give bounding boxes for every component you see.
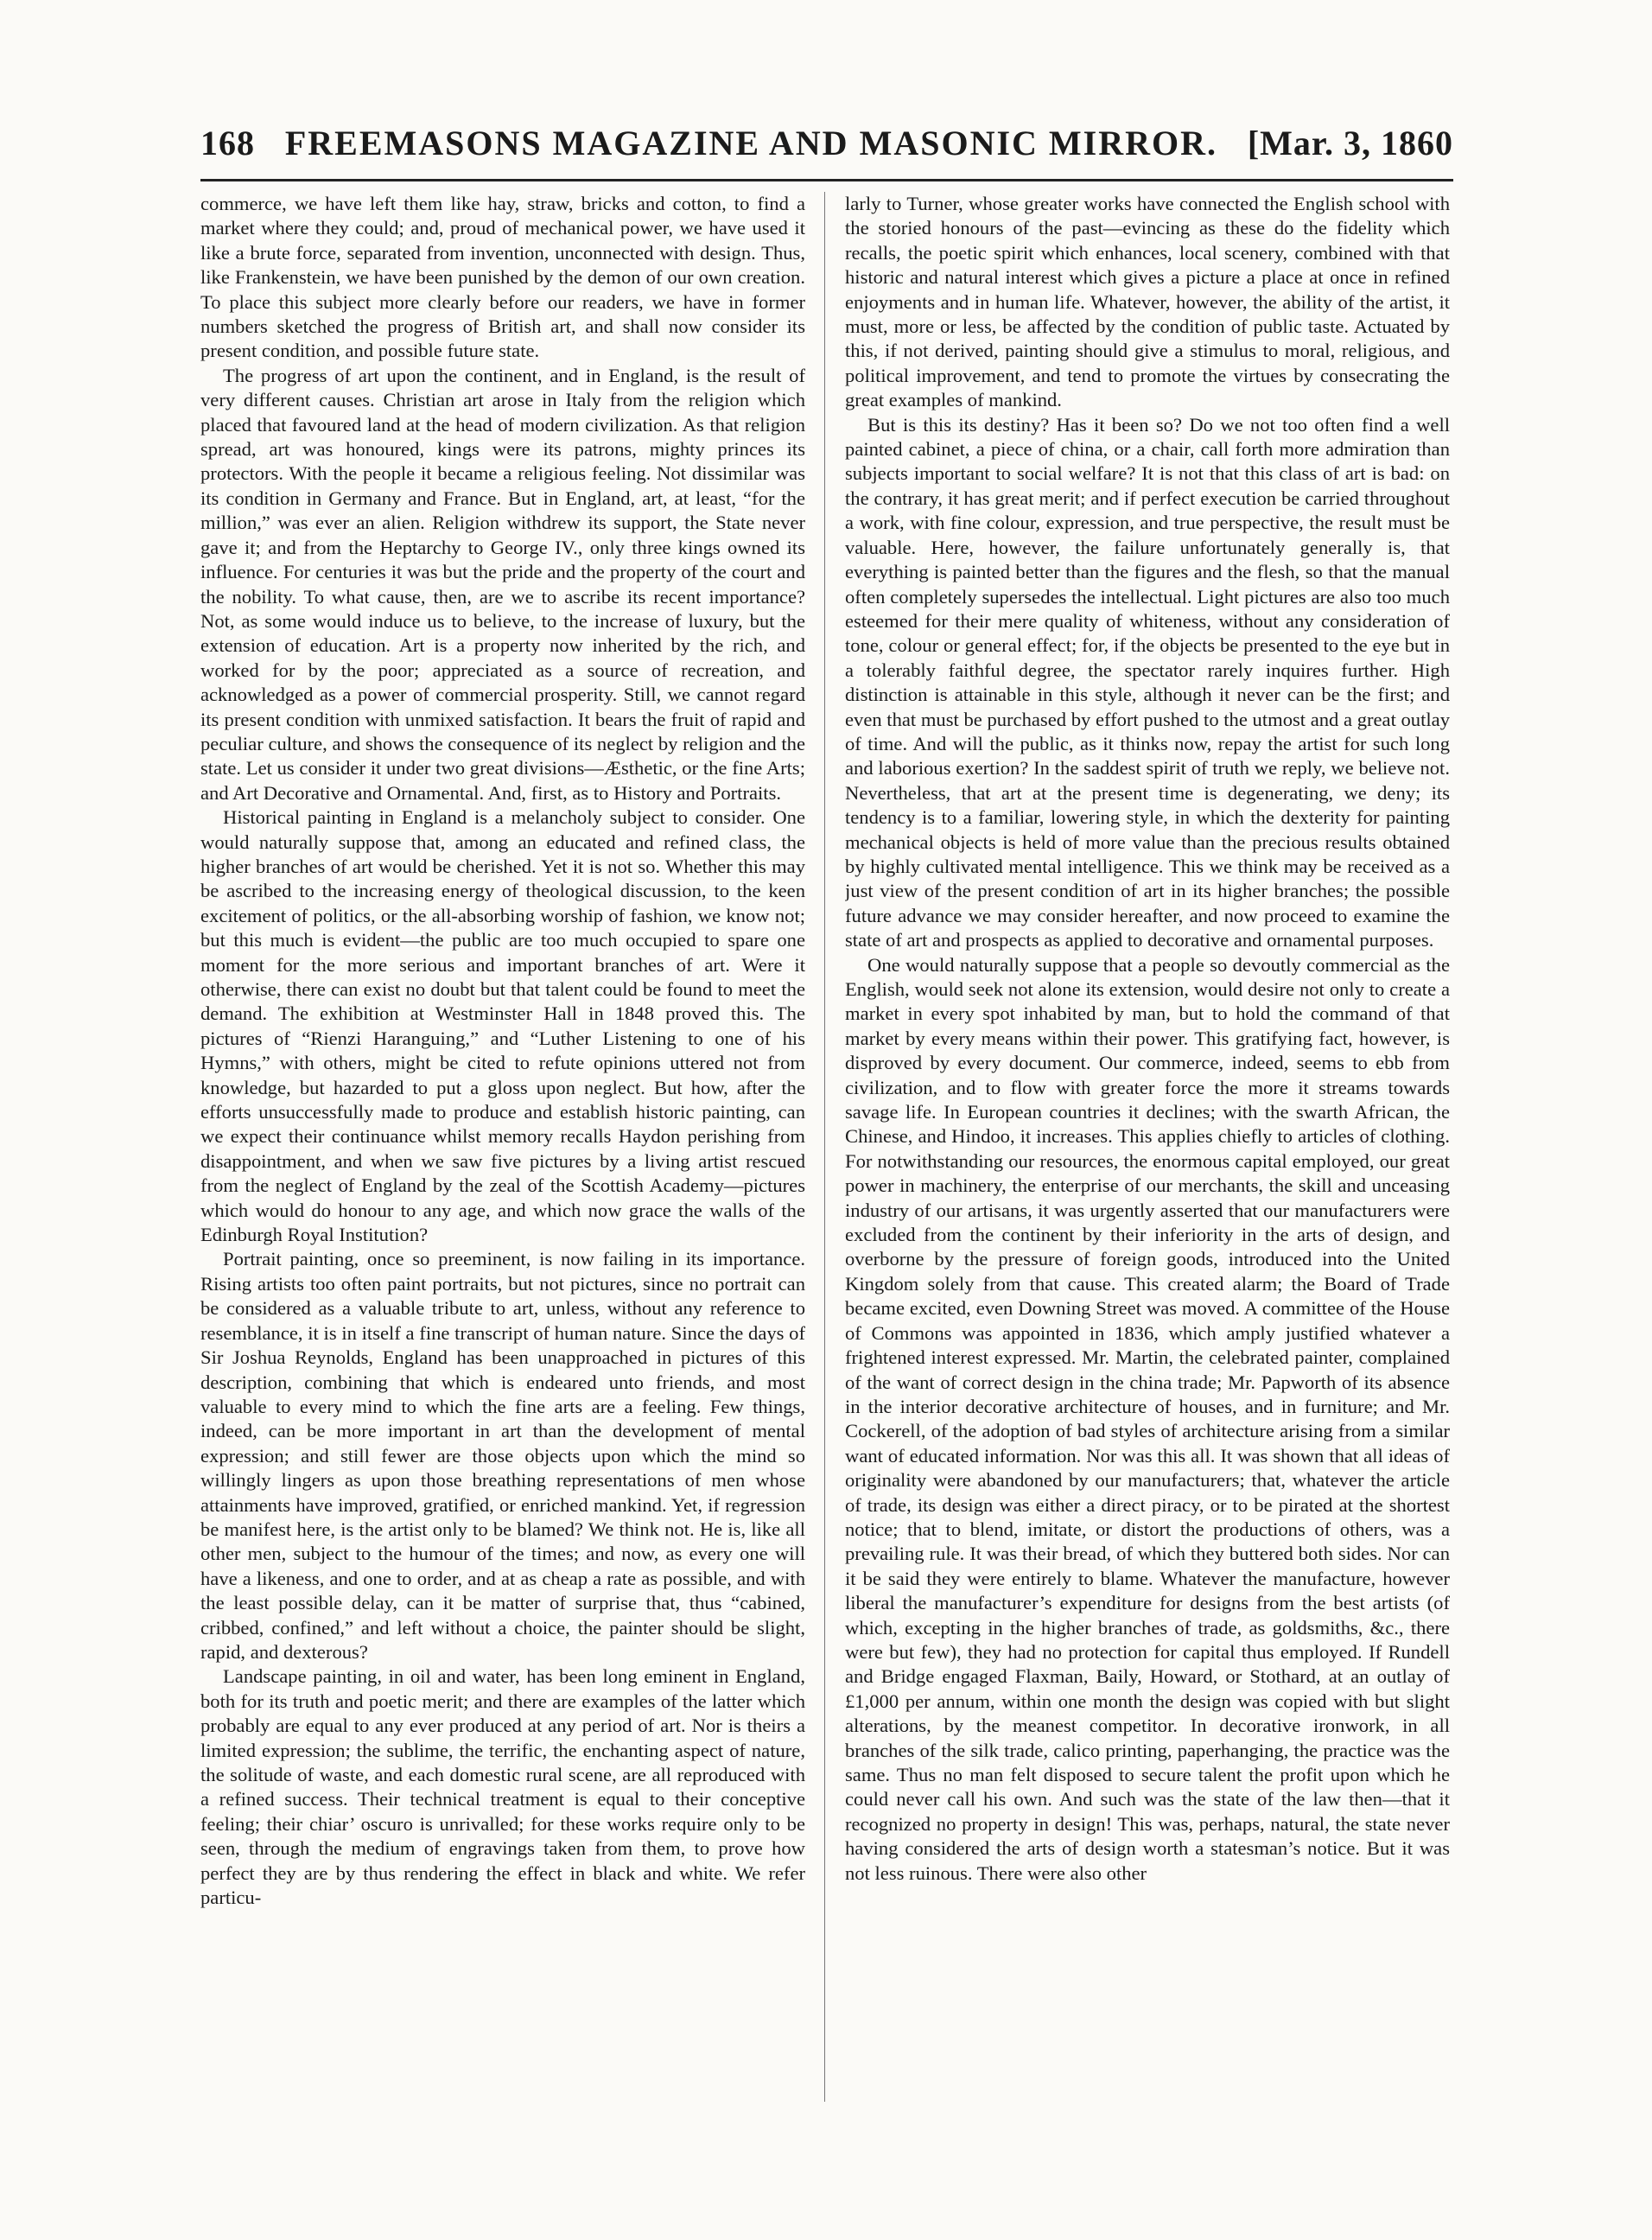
paragraph: The progress of art upon the continent, and in England, is the result of very different causes. Christian art arose in Italy from the religion which placed that favoured land at the head of modern civilization. As that religion spread, art was honoured, kings were its patrons, mighty princes its protectors. With the people it became a religious feeling. Not dissimilar was its condition in Germany and France. But in England, art, at least, “for the million,” was ever an alien. Religion withdrew its support, the State never gave it; and from the Heptarchy to George IV., only three kings owned its influence. For centuries it was but the pride and the property of the court and the nobility. To what cause, then, are we to ascribe its recent importance? Not, as some would induce us to believe, to the increase of luxury, but the extension of education. Art is a property now inherited by the rich, and worked for by the poor; appreciated as a source of recreation, and acknowledged as a power of commercial prosperity. Still, we cannot regard its present condition with unmixed satisfaction. It bears the fruit of rapid and peculiar culture, and shows the consequence of its neglect by religion and the state. Let us consider it under two great divisions—Æsthetic, or the fine Arts; and Art Decorative and Ornamental. And, first, as to History and Portraits.	[200, 364, 805, 804]
paragraph: commerce, we have left them like hay, straw, bricks and cotton, to find a market where they could; and, proud of mechanical power, we have used it like a brute force, separated from invention, unconnected with design. Thus, like Frankenstein, we have been punished by the demon of our own creation. To place this subject more clearly before our readers, we have in former numbers sketched the progress of British art, and shall now consider its present condition, and possible future state.	[200, 193, 805, 362]
left-column	[200, 192, 805, 2102]
running-header	[200, 123, 1453, 171]
paragraph: But is this its destiny? Has it been so? Do we not too often find a well painted cabinet, a piece of china, or a chair, call forth more admiration than subjects important to social welfare? It is not that this class of art is bad: on the contrary, it has great merit; and if perfect execution be carried throughout a work, with fine colour, expression, and true perspective, the result must be valuable. Here, however, the failure unfortunately generally is, that everything is painted better than the figures and the flesh, so that the manual often completely supersedes the intellectual. Light pictures are also too much esteemed for their mere quality of whiteness, without any consideration of tone, colour or general effect; for, if the objects be presented to the eye but in a tolerably faithful degree, the spectator rarely inquires further. High distinction is attainable in this style, although it never can be the first; and even that must be purchased by effort pushed to the utmost and a great outlay of time. And will the public, as it thinks now, repay the artist for such long and laborious exertion? In the saddest spirit of truth we reply, we believe not. Nevertheless, that art at the present time is degenerating, we deny; its tendency is to a familiar, lowering style, in which the dexterity for painting mechanical objects is held of more value than the precious results obtained by highly cultivated mental intelligence. This we think may be received as a just view of the present condition of art in its higher branches; the possible future advance we may consider hereafter, and now proceed to examine the state of art and prospects as applied to decorative and ornamental purposes.	[845, 413, 1450, 951]
issue-date: [Mar. 3, 1860	[1247, 124, 1453, 162]
paragraph: Portrait painting, once so preeminent, is now failing in its importance. Rising artists too often paint portraits, but not pictures, since no portrait can be considered as a valuable tribute to art, unless, without any reference to resemblance, it is in itself a fine transcript of human nature. Since the days of Sir Joshua Reynolds, England has been unapproached in pictures of this description, combining that which is endeared unto friends, and most valuable to every mind to which the fine arts are a feeling. Few things, indeed, can be more important in art than the development of mental expression; and still fewer are those objects upon which the mind so willingly lingers as upon those breathing representations of men whose attainments have improved, gratified, or enriched mankind. Yet, if regression be manifest here, is the artist only to be blamed? We think not. He is, like all other men, subject to the humour of the times; and now, as every one will have a likeness, and one to order, and at as cheap a rate as possible, and with the least possible delay, can it be matter of surprise that, thus “cabined, cribbed, confined,” and left without a choice, the painter should be slight, rapid, and dexterous?	[200, 1248, 805, 1663]
paragraph: larly to Turner, whose greater works have connected the English school with the storied honours of the past—evincing as these do the fidelity which recalls, the poetic spirit which enhances, local scenery, combined with that historic and natural interest which gives a picture a place at once in refined enjoyments and in human life. Whatever, however, the ability of the artist, it must, more or less, be affected by the condition of public taste. Actuated by this, if not derived, painting should give a stimulus to moral, religious, and political improvement, and tend to promote the virtues by consecrating the great examples of mankind.	[845, 193, 1450, 411]
paragraph: One would naturally suppose that a people so devoutly commercial as the English, would seek not alone its extension, would desire not only to create a market in every spot inhabited by man, but to hold the command of that market by every means within their power. This gratifying fact, however, is disproved by every document. Our commerce, indeed, seems to ebb from civilization, and to flow with greater force the more it streams towards savage life. In European countries it declines; with the swarth African, the Chinese, and Hindoo, it increases. This applies chiefly to articles of clothing. For notwithstanding our resources, the enormous capital employed, our great power in machinery, the enterprise of our merchants, the skill and unceasing industry of our artisans, it was urgently asserted that our manufacturers were excluded from the continent by their inferiority in the arts of design, and overborne by the pressure of foreign goods, introduced into the United Kingdom solely from that cause. This created alarm; the Board of Trade became excited, even Downing Street was moved. A committee of the House of Commons was appointed in 1836, which amply justified whatever a frightened interest expressed. Mr. Martin, the celebrated painter, complained of the want of correct design in the china trade; Mr. Papworth of its absence in the interior decorative architecture of houses, and in furniture; and Mr. Cockerell, of the adoption of bad styles of architecture arising from a similar want of educated information. Nor was this all. It was shown that all ideas of originality were abandoned by our manufacturers; that, whatever the article of trade, its design was either a direct piracy, or to be pirated at the shortest notice; that to blend, imitate, or distort the productions of others, was a prevailing rule. It was their bread, of which they buttered both sides. Nor can it be said they were entirely to blame. Whatever the manufacture, however liberal the manufacturer’s expenditure for designs from the best artists (of which, excepting in the higher branches of trade, as goldsmiths, &c., there were but few), they had no protection for capital thus employed. If Rundell and Bridge engaged Flaxman, Baily, Howard, or Stothard, at an outlay of £1,000 per annum, within one month the design was copied with but slight alterations, by the meanest competitor. In decorative ironwork, in all branches of the silk trade, calico printing, paperhanging, the practice was the same. Thus no man felt disposed to secure talent the profit upon which he could never call his own. And such was the state of the law then—that it recognized no property in design! This was, perhaps, natural, the state never having considered the arts of design worth a statesman’s notice. But it was not less ruinous. There were also other	[845, 953, 1450, 1884]
page-number: 168	[200, 124, 255, 162]
right-column	[845, 192, 1450, 2102]
header-rule	[200, 179, 1453, 181]
column-divider	[824, 192, 825, 2102]
paragraph: Historical painting in England is a melancholy subject to consider. One would naturally suppose that, among an educated and refined class, the higher branches of art would be cherished. Yet it is not so. Whether this may be ascribed to the increasing energy of theological discussion, to the keen excitement of politics, or the all-absorbing worship of fashion, we know not; but this much is evident—the public are too much occupied to spare one moment for the more serious and important branches of art. Were it otherwise, there can exist no doubt but that talent could be found to meet the demand. The exhibition at Westminster Hall in 1848 proved this. The pictures of “Rienzi Haranguing,” and “Luther Listening to one of his Hymns,” with others, might be cited to refute opinions uttered not from knowledge, but hazarded to put a gloss upon neglect. But how, after the efforts unsuccessfully made to produce and establish historic painting, can we expect their continuance whilst memory recalls Haydon perishing from disappointment, and when we saw five pictures by a living artist rescued from the neglect of England by the zeal of the Scottish Academy—pictures which would do honour to any age, and which now grace the walls of the Edinburgh Royal Institution?	[200, 806, 805, 1246]
masthead-title: FREEMASONS MAGAZINE AND MASONIC MIRROR.	[284, 124, 1217, 162]
paragraph: Landscape painting, in oil and water, has been long eminent in England, both for its truth and poetic merit; and there are examples of the latter which probably are equal to any ever produced at any period of art. Nor is theirs a limited expression; the sublime, the terrific, the enchanting aspect of nature, the solitude of waste, and each domestic rural scene, are all reproduced with a refined success. Their technical treatment is equal to their conceptive feeling; their chiar’ oscuro is unrivalled; for these works require only to be seen, through the medium of engravings taken from them, to prove how perfect they are by thus rendering the effect in black and white. We refer particu-	[200, 1665, 805, 1909]
